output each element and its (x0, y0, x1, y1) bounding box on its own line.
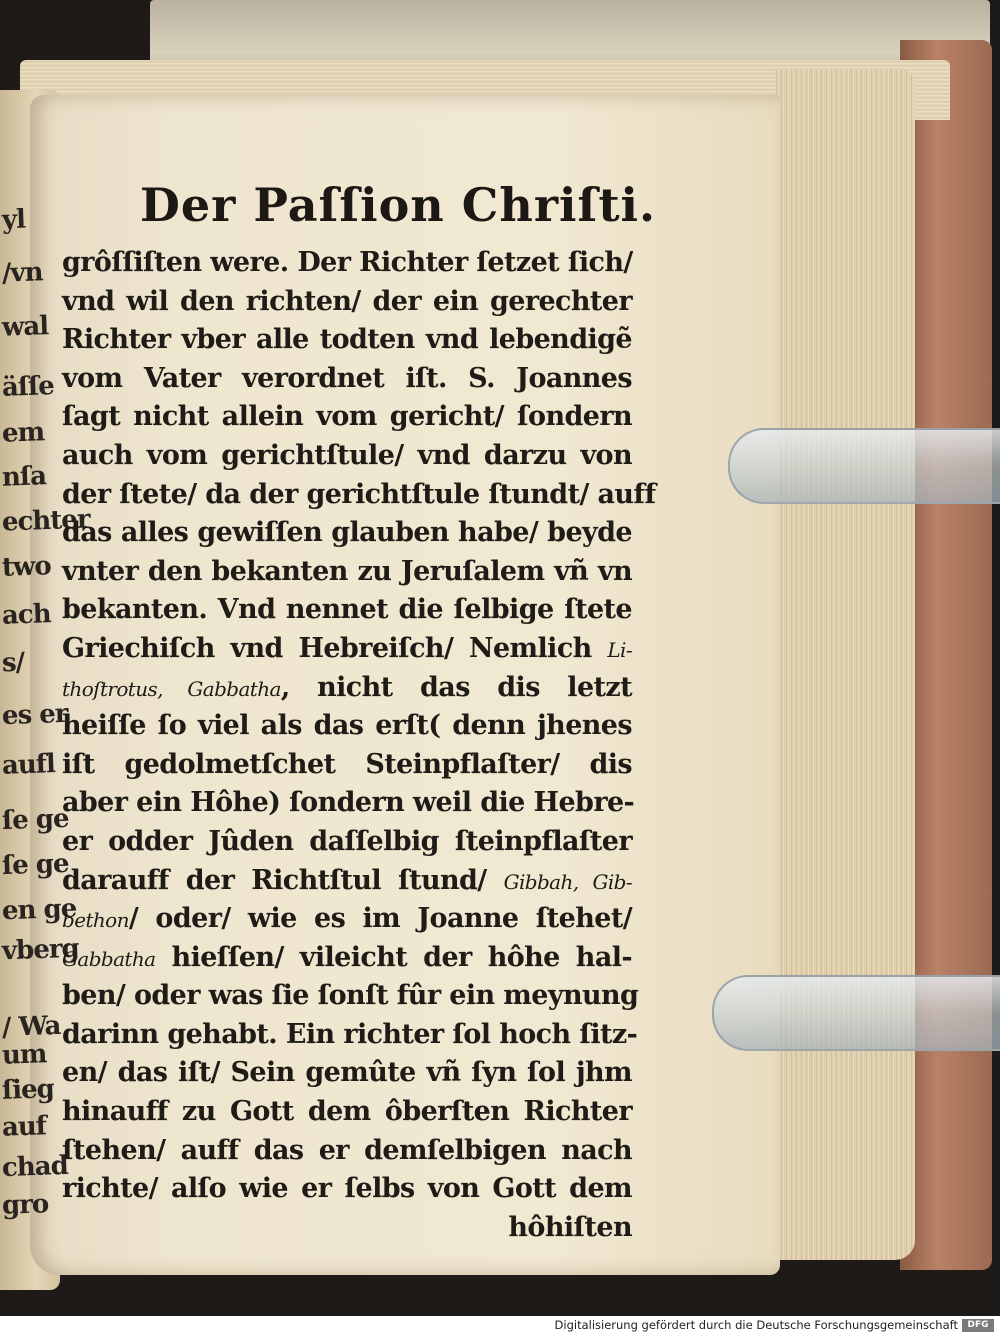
text-line (62, 283, 632, 322)
text-line (62, 939, 632, 978)
text-segment: Richter vber alle todten vnd lebendigẽ (62, 324, 632, 356)
margin-fragment: nſa (1, 461, 47, 493)
catchword: hôhiſten (508, 1211, 632, 1243)
text-segment: richte/ alſo wie er ſelbs von Gott dem (62, 1173, 632, 1205)
text-line (62, 360, 632, 399)
footer-credit: Digitalisierung gefördert durch die Deutsche Forschungsgemeinschaft (554, 1318, 958, 1332)
text-segment: heiſſe ſo viel als das erſt( denn jhenes (62, 710, 632, 742)
text-segment: auch vom gerichtſtule/ vnd darzu von (62, 439, 632, 471)
text-segment: bethon (62, 908, 129, 933)
margin-fragment: two (1, 551, 52, 583)
text-segment: hieſſen/ vileicht der hôhe hal- (155, 941, 632, 973)
margin-fragment: yl (1, 204, 26, 236)
text-line (62, 977, 639, 1016)
text-segment: thoſtrotus, Gabbatha (62, 676, 281, 701)
text-line (62, 553, 632, 592)
margin-fragment: es er (1, 698, 68, 732)
text-line (62, 1016, 638, 1055)
margin-fragment: ſe ge (1, 848, 70, 882)
page-clamp-lower (712, 975, 1000, 1051)
margin-fragment: vberg (1, 933, 80, 967)
text-line (62, 669, 632, 708)
text-segment: / oder/ wie es im Joanne ſtehet/ (128, 903, 632, 935)
margin-fragment: /vn (1, 257, 44, 289)
text-line (62, 1132, 632, 1171)
text-line (62, 321, 632, 360)
text-segment: Gibbah, Gib- (503, 869, 633, 894)
margin-fragment: aufl (1, 749, 56, 781)
text-segment: ſagt nicht allein vom gericht/ ſondern (62, 401, 632, 433)
text-segment: darauff der Richtſtul ſtund/ (62, 864, 504, 896)
page-body-text (62, 244, 656, 1247)
margin-fragment: um (1, 1039, 47, 1071)
text-segment: Griechiſch vnd Hebreiſch/ Nemlich (62, 632, 608, 664)
margin-fragment: en ge (1, 893, 77, 927)
page-heading: Der Paſſion Chriſti. (140, 178, 657, 232)
text-segment: darinn gehabt. Ein richter ſol hoch ſitz- (62, 1018, 638, 1050)
text-segment: ſtehen/ auff das er demſelbigen nach (62, 1134, 632, 1166)
text-segment: Gabbatha (62, 946, 156, 971)
text-segment: vnd wil den richten/ der ein gerechter (62, 285, 632, 317)
text-segment: Li- (607, 637, 632, 662)
text-line (62, 244, 632, 283)
margin-fragment: / Wa (1, 1010, 61, 1044)
text-line (62, 1170, 632, 1209)
text-segment: iſt gedolmetſchet Steinpflaſter/ dis (62, 748, 632, 780)
text-segment: , nicht das dis letzt (280, 671, 632, 703)
margin-fragment: echter (1, 504, 91, 538)
margin-fragment: em (1, 417, 45, 449)
footer (0, 1316, 1000, 1336)
margin-fragment: chad (1, 1150, 69, 1184)
text-line (62, 707, 632, 746)
text-segment: ben/ oder was ſie ſonſt fûr ein meynung (62, 980, 639, 1012)
text-line (62, 900, 632, 939)
text-line (62, 784, 635, 823)
text-segment: der ſtete/ da der gerichtſtule ſtundt/ auff (62, 478, 656, 510)
text-segment: bekanten. Vnd nennet die ſelbige ſtete (62, 594, 632, 626)
text-segment: en/ das iſt/ Sein gemûte vñ ſyn ſol jhm (62, 1057, 632, 1089)
text-segment: er odder Jûden daſſelbig ſteinpflaſter (62, 825, 632, 857)
margin-fragment: gro (1, 1189, 49, 1221)
text-line (62, 630, 632, 669)
text-line (62, 823, 632, 862)
text-segment: grôſſiſten were. Der Richter ſetzet ſich/ (62, 247, 633, 278)
margin-fragment: ſieg (1, 1074, 55, 1106)
margin-fragment: ach (1, 599, 52, 631)
text-line (62, 1093, 632, 1132)
text-segment: hinauff zu Gott dem ôberſten Richter (62, 1096, 632, 1128)
page-clamp-upper (728, 428, 1000, 504)
text-segment: aber ein Hôhe) ſondern weil die Hebre- (62, 787, 635, 819)
dfg-logo: DFG (962, 1319, 994, 1332)
text-line (62, 591, 632, 630)
text-line (62, 1054, 632, 1093)
margin-fragment: äſſe (1, 371, 55, 403)
margin-fragment: auf (1, 1111, 47, 1143)
margin-fragment: wal (1, 311, 49, 343)
text-line (62, 476, 656, 515)
text-line (62, 746, 632, 785)
text-segment: vnter den bekanten zu Jeruſalem vñ vn (62, 555, 632, 587)
text-line (62, 862, 632, 901)
text-segment: vom Vater verordnet iſt. S. Joannes (62, 362, 632, 394)
margin-fragment: ſe ge (1, 803, 70, 837)
text-line (62, 398, 632, 437)
margin-fragment: s/ (1, 647, 25, 679)
text-segment: das alles gewiſſen glauben habe/ beyde (62, 517, 632, 549)
page-fore-edge (775, 70, 915, 1260)
text-line (62, 437, 632, 476)
text-line (62, 514, 632, 553)
